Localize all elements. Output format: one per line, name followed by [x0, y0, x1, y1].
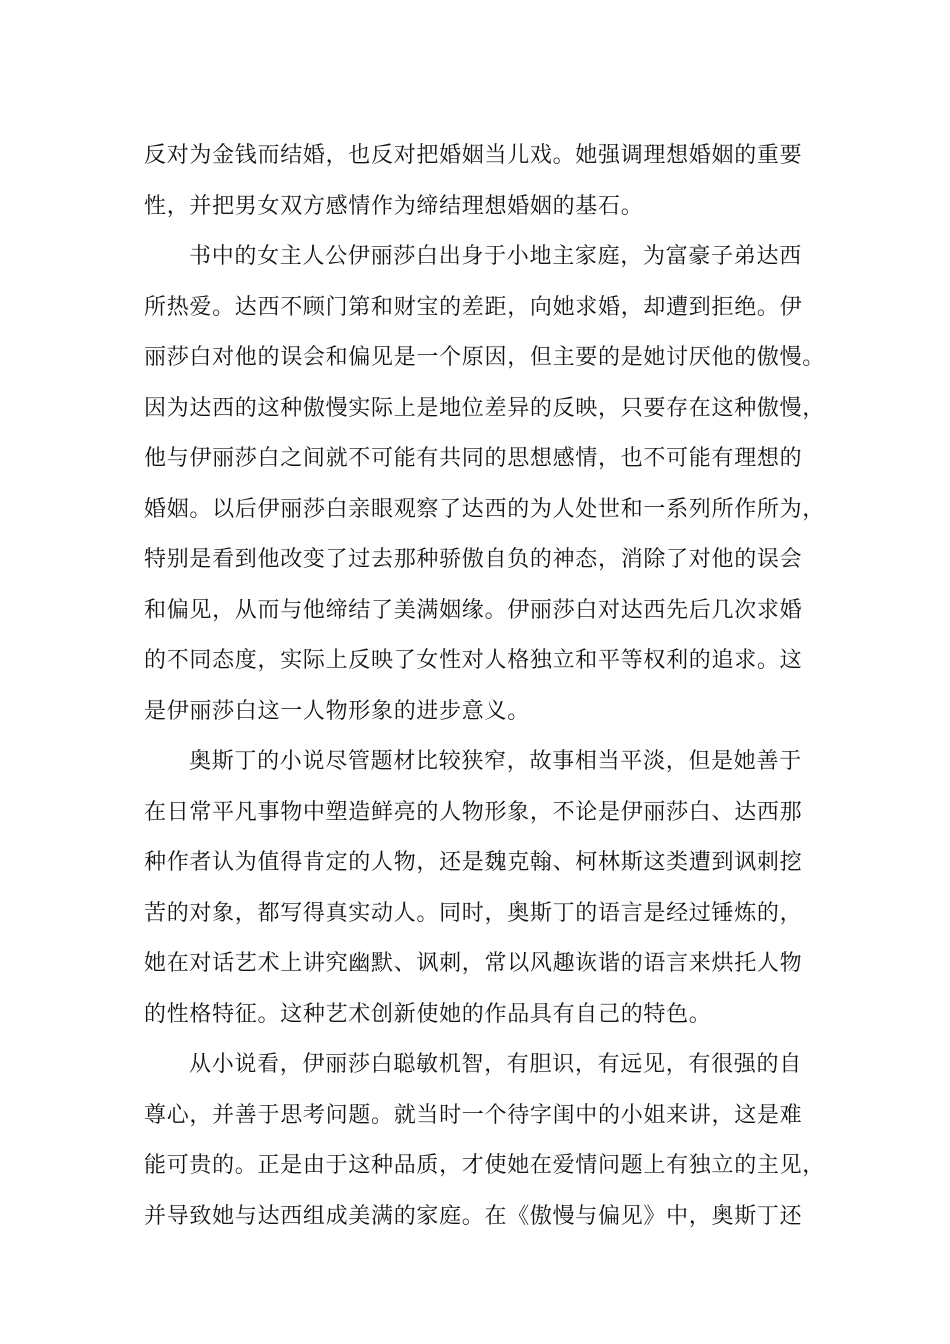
paragraph-first-line: 奥斯丁的小说尽管题材比较狭窄，故事相当平淡，但是她善于 — [189, 749, 802, 774]
text-line: 性，并把男女双方感情作为缔结理想婚姻的基石。 — [144, 193, 644, 219]
text-line: 所热爱。达西不顾门第和财宝的差距，向她求婚，却遭到拒绝。伊 — [144, 294, 803, 320]
text-line: 和偏见，从而与他缔结了美满姻缘。伊丽莎白对达西先后几次求婚 — [144, 597, 803, 623]
text-line: 特别是看到他改变了过去那种骄傲自负的神态，消除了对他的误会 — [144, 547, 803, 572]
body-text — [144, 131, 826, 1242]
text-line: 他与伊丽莎白之间就不可能有共同的思想感情，也不可能有理想的 — [144, 446, 803, 471]
text-line: 婚姻。以后伊丽莎白亲眼观察了达西的为人处世和一系列所作所为， — [144, 496, 826, 522]
text-line: 并导致她与达西组成美满的家庭。在《傲慢与偏见》中，奥斯丁还 — [144, 1203, 803, 1229]
text-line: 的性格特征。这种艺术创新使她的作品具有自己的特色。 — [144, 1001, 712, 1027]
paragraph-first-line: 书中的女主人公伊丽莎白出身于小地主家庭，为富豪子弟达西 — [189, 244, 802, 269]
text-line: 在日常平凡事物中塑造鲜亮的人物形象，不论是伊丽莎白、达西那 — [144, 799, 803, 825]
text-line: 的不同态度，实际上反映了女性对人格独立和平等权利的追求。这 — [144, 648, 803, 673]
text-line: 尊心，并善于思考问题。就当时一个待字闺中的小姐来讲，这是难 — [144, 1102, 803, 1128]
text-line: 是伊丽莎白这一人物形象的进步意义。 — [144, 698, 530, 724]
text-line: 种作者认为值得肯定的人物，还是魏克翰、柯林斯这类遭到讽刺挖 — [144, 850, 803, 875]
text-line: 能可贵的。正是由于这种品质，才使她在爱情问题上有独立的主见， — [144, 1153, 826, 1178]
text-line: 反对为金钱而结婚，也反对把婚姻当儿戏。她强调理想婚姻的重要 — [144, 143, 803, 168]
text-line: 因为达西的这种傲慢实际上是地位差异的反映，只要存在这种傲慢， — [144, 395, 826, 421]
paragraph-first-line: 从小说看，伊丽莎白聪敏机智，有胆识，有远见，有很强的自 — [189, 1052, 802, 1077]
text-line: 苦的对象，都写得真实动人。同时，奥斯丁的语言是经过锤炼的， — [144, 900, 803, 926]
text-line: 她在对话艺术上讲究幽默、讽刺，常以风趣诙谐的语言来烘托人物 — [144, 951, 803, 976]
text-line: 丽莎白对他的误会和偏见是一个原因，但主要的是她讨厌他的傲慢。 — [144, 345, 826, 370]
